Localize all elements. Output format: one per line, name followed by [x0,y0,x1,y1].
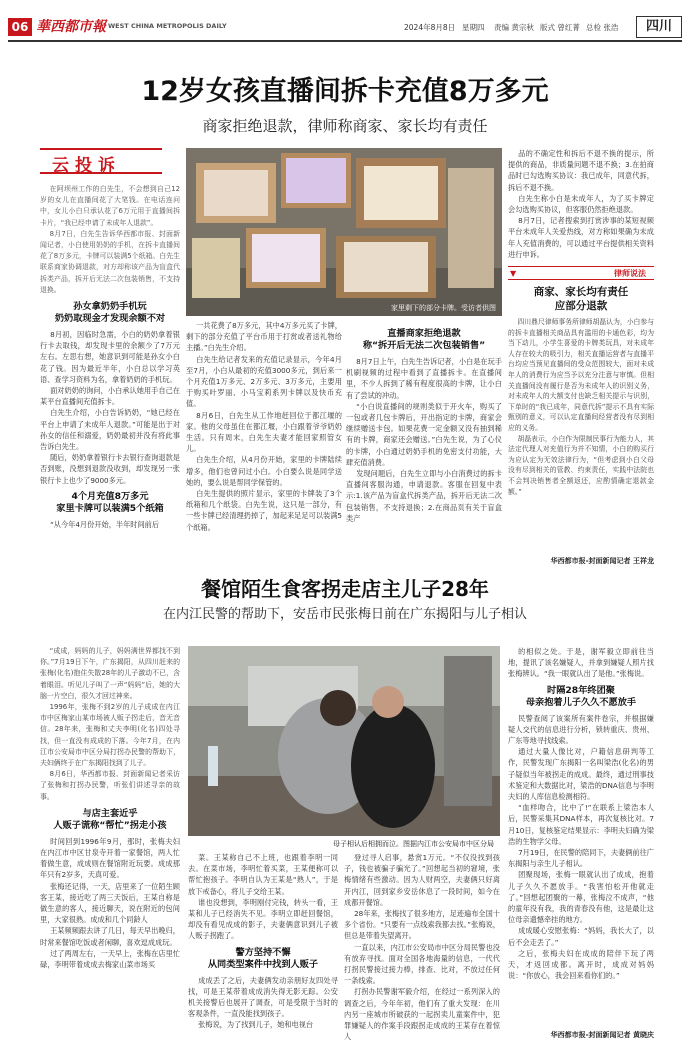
paragraph: 白先生给记者发来的充值记录显示，今年4月至7月，小白从最初的充值3000多元，到后来一个月充值1万多元、2万多元、3万多元，主要用于购买叶罗丽、小马宝莉系列卡牌以及快币充值。 [186,354,342,409]
paragraph: 通过大量人像比对，户籍信息研判等工作，民警发现广东揭阳一名叫梁浩(化名)的男子疑似当年被拐走的成成。最终，通过刑事技术鉴定和大数据比对，梁浩的DNA信息与李明夫妇的人库信息检测相符。 [508,747,654,802]
paragraph: 白先生提供的照片显示，家里的卡牌装了3个纸箱和几个纸袋。白先生说，这只是一部分，有一些卡牌已经清理扔掉了，加起来足足可以装满5个纸箱。 [186,489,342,532]
photo-caption: 家里剩下的部分卡牌。受访者供图 [391,304,496,312]
paragraph: 之后，张梅夫妇在成成的陪伴下玩了两天，才返回成都。离开时，成成对妈妈说：“你放心，我会回来看你们的。” [508,948,654,981]
cards-photo [186,148,502,316]
paragraph: 发现问题后，白先生立即与小白消费过的拆卡直播间客服沟通，申请退款。客服在回复中表示:1.该产品为盲盒代拆类产品，拆开后无法二次包装销售，不支持退换；2.在商品页有关于盲盒类产 [346,469,502,523]
paragraph: 谁也没想到，李明刚付完钱，转头一看，王某和儿子已经消失不见。李明立即赶回餐馆，却没有看见成成的影子，夫妻俩意识到儿子被人贩子拐跑了。 [188,897,338,941]
paragraph: 8月初，因临时急需，小白的奶奶拿着银行卡去取钱，却发现卡里的余额少了7万元左右。左思右想，她意识到可能是孙女小白花了钱。因为最近半年，小白总以学习英语、查学习资料为名，拿着奶奶的手机玩。 [40,330,180,384]
article1-column-4 [508,148,654,568]
paragraph: 成成丢了之后，夫妻俩发动亲朋好友四处寻找，可是王某带着成成消失得无影无踪。公安机关接警后也展开了调查，可是受限于当时的客观条件，一直没能找到孩子。 [188,975,338,1019]
paragraph: 品的不确定性和拆后不退不换的提示，所提供的商品，非质量问题不退不换；3.在拍商品时已勾选购买协议：我已成年，同意代拆，拆后不退不换。 [508,149,654,192]
paragraph: 面对奶奶的询问，小白承认她用手自己在某平台直播间充值拆卡。 [40,386,180,407]
paragraph: 打拐办民警谢军毅介绍，在经过一系列深入的调查之后，今年年初，他们有了重大发现：在川内另一座城市所破获的一起拐卖儿童案件中，犯罪嫌疑人的作案手段跟拐走成成的王某存在着惊人 [344,987,500,1042]
article1-lead-2: 8月7日，白先生告诉华西都市报、封面新闻记者，小白使用奶奶的手机，在拆卡直播间花了8万多元，卡牌可以装满5个纸箱。白先生联系商家协调退款，对方却称该产品为盲盒代拆类产品，拆开后无法二次包装销售，不支持退换。 [40,229,180,294]
header-editor: 责编 黄宗秋 [494,23,534,32]
article2-title: 餐馆陌生食客拐走店主儿子28年 [201,577,489,601]
article2-column-2 [188,852,338,1042]
paragraph: 时间回到1996年9月，那时，张梅夫妇在内江市中区甘泉寺开着一家餐馆，两人忙着做生意，成成则在餐馆附近玩要。成成那年只有2岁多，天真可爱。 [40,836,180,880]
paragraph: 白先生介绍，从4月份开始，家里的卡牌陆续增多，他们也曾问过小白。小白要么说是同学送她的，要么说是帮同学保管的。 [186,455,342,487]
section-label: 四川 [636,16,682,38]
badge-text: 云投诉 [52,156,121,176]
paragraph: 民警查阅了该案所有案件卷宗，并根据嫌疑人交代的信息进行分析，锁转重庆、贵州、广东等地寻找线索。 [508,713,654,746]
article2-subtitle: 在内江民警的帮助下，安岳市民张梅日前在广东揭阳与儿子相认 [162,607,527,622]
paragraph: “血样吻合，比中了!”在联系上梁浩本人后，民警采集其DNA样本，再次复核比对。7月10日，复核鉴定结果显示：李明夫妇确为梁浩的生物学父母。 [508,803,654,846]
article1-subtitle: 商家拒绝退款，律师称商家、家长均有责任 [202,117,488,135]
paragraph: “成成，妈妈的儿子，妈妈满世界都找不到你。”7月19日下午，广东揭阳，从四川赶来的张梅(化名)抱住失散28年的儿子激动不已，含着眼泪。听见儿子叫了一声“妈妈”后，她的大脑一片空白，很久才回过神来。 [40,647,180,700]
article1-subhead-1: 孙女拿奶奶手机玩 奶奶取现金才发现余额不对 [54,301,166,325]
header-designer: 版式 曾红菁 [540,23,580,32]
paragraph: 白先生介绍，小白告诉奶奶，“她已经在平台上申请了未成年人退款。”可能是出于对孙女的信任和溺爱，奶奶最初并没有将此事告诉白先生。 [40,408,180,452]
lawyer-tag: 律师说法 [614,269,646,279]
article1-lead: 在阿坝州工作的白先生，不会想到自己12岁的女儿在直播间花了大笔钱。在电话连问中，女儿小白只承认花了6万元用于直播间拆卡片，“我已经申请了未成年人退款”。 [40,185,180,227]
paragraph: 一直以来，内江市公安局市中区分局民警也没有放弃寻找。面对全国各地海量的信息，一代代打拐民警接过接力棒，排查、比对，不放过任何一条线索。 [344,942,500,986]
article2-subhead-1: 与店主套近乎 人贩子谎称“帮忙”拐走小孩 [53,807,167,831]
header-proof: 总检 张浩 [586,23,619,32]
page-header [8,8,682,42]
paragraph: 张梅说，为了找到儿子，她和电视台 [198,1020,314,1030]
paragraph: 8月6日，华西都市报、封面新闻记者采访了张梅和打拐办民警，听张们讲述寻亲的故事。 [40,770,180,801]
photo-caption: 母子相认后相拥而泣。图据内江市公安局市中区分局 [333,840,494,848]
paragraph: 一共花费了8万多元，其中4万多元买了卡牌，剩下的部分充值了平台币用于打赏或者送礼物给主播。”白先生介绍。 [186,321,342,353]
paragraph: 8月7日上午，白先生告诉记者，小白是在玩手机刷视频的过程中看到了直播拆卡。在直播间里，不少人拆到了稀有程度很高的卡牌，让小白有了尝试的冲动。 [346,357,502,400]
cards-boxes-image [186,148,502,316]
reunion-image [188,646,500,836]
paragraph: 四川鼎尺律师事务所律师胡磊认为，小白参与的拆卡直播相关商品具有滥用的卡通色彩，均为当下动儿，小学生喜爱的卡牌类玩具，对未成年人存在较大的吸引力，相关直播运营者与直播平台均应当预见直播间的受众范围较大，面对未成年人的消费行为应当予以充分注意与审慎。但相关直播间没有履行是否为未成年人的识别义务，对未成年人的大额支付也缺乏相关提示与识别，下单时的“我已成年，同意代拆”提示不具有实际甄别的意义，可以认定直播间经营者没有尽到相应的义务。 [508,318,654,432]
article2-subhead-3: 时隔28年终团聚 母亲抱着儿子久久不愿放手 [525,684,637,708]
paper-english-name: WEST CHINA METROPOLIS DAILY [108,22,227,30]
paragraph: 的相似之处。于是，谢军毅立即前往当地，提讯了该名嫌疑人，并拿到嫌疑人照片找张梅辨认。“我一眼就认出了是他。”张梅说。 [508,647,654,679]
header-date: 2024年8月8日 [404,23,456,32]
paper-logo: 華西都市報 [36,19,106,35]
paragraph: 随后，奶奶拿着银行卡去银行查询退款是否到账，没想到退款没收到，却发现另一张银行卡上也少了9000多元。 [40,453,180,485]
paragraph: 28年来，张梅找了很多地方，足迹遍布全国十多个省份。“只要有一点线索我都去找。”张梅说，但总是带着失望离开。 [344,909,500,941]
paragraph: 8月6日，白先生从工作地赶回位于都江堰的家。他的父母虽住在都江堰，小白跟着爷爷奶奶生活。只有周末，白先生夫妻才能回家照管女儿。 [186,410,342,454]
page-number: 06 [8,18,32,36]
article2-subhead-2: 警方坚持不懈 从同类型案件中找到人贩子 [207,946,319,970]
paragraph: 登过寻人启事，悬赏1万元。“不仅没找到孩子，钱也被骗子骗光了。”回想起当初的窘境，张梅情绪有些激动。因为人财两空，夫妻俩只好离开内江，回到家乡安岳休息了一段时间，如今在成都开餐馆。 [344,853,500,907]
paragraph: 过了两周左右，一天早上，张梅在店里忙碌，李明带着成成去梅家山菜市场买 [40,948,180,970]
paragraph: 菜。王某称自己不上班，也跟着李明一同去。在菜市场，李明忙着买菜，王某便称可以帮忙抱孩子。李明自认为王某是“熟人”，于是放下戒备心，将儿子交给王某。 [188,853,338,896]
paragraph: 成成暖心安慰张梅：“妈妈，我长大了，以后不会走丢了。” [508,926,654,947]
paragraph: 团聚现场，张梅一眼就认出了成成，抱着儿子久久不愿放手。“我害怕松开他就走了。”回想起团聚的一幕，张梅泣不成声，“他的童年没有我，我的青春没有他，这是最让这位母亲遗憾牵挂的地方。 [508,870,654,925]
header-rule [8,40,682,42]
arrow-icon: ▼ [510,269,517,279]
header-weekday: 星期四 [462,23,485,32]
paragraph: 张梅还记得，一天，店里来了一位陌生顾客王某，接近吃了两三天饭后，王某自称是做生意的客人，接近聊天，说在附近的包间里，大家很熟。成成和几个同龄人 [40,881,180,925]
article1-subhead-2: 4个月充值8万多元 家里卡牌可以装满5个纸箱 [56,490,164,514]
complaint-badge [40,148,162,174]
article2-column-4 [508,646,654,1030]
paragraph: 7月19日，在民警的陪同下，夫妻俩前往广东揭阳与亲生儿子相认。 [508,848,654,869]
article2-byline: 华西都市报-封面新闻记者 黄晓庆 [550,1031,654,1039]
article1-byline: 华西都市报-封面新闻记者 王祥龙 [550,557,654,565]
article1-subhead-4: 商家、家长均有责任 应部分退款 [533,286,629,313]
article1-subhead-3: 直播商家拒绝退款 称“拆开后无法二次包装销售” [362,328,486,351]
article1-title: 12岁女孩直播间拆卡充值8万多元 [141,76,549,107]
paragraph: 白先生称小白是未成年人，为了买卡牌定会勾选购买协议，但客服仍然拒绝退款。 [508,193,654,215]
article2-column-3 [344,852,500,1042]
article1-column-1 [40,184,180,564]
paragraph: 8月7日，记者搜索到打赏涉事的某短视频平台未成年人关爱热线，对方称如果确为未成年人充值消费的，可以通过平台提供相关资料进行申诉。 [508,216,654,259]
paragraph: “小白说直播间的规则类似于开火车，购买了一包或者几包卡牌后，开出指定的卡牌，商家会继续赠送卡包。如果花费一定金额又没有抽到稀有的卡牌，商家还会赠送。”白先生说，为了心仪的卡牌，小白通过奶奶手机的免密支付功能，大肆充值消费。 [346,401,502,467]
reunion-photo [188,646,500,848]
paragraph: “从今年4月份开始，半年时间前后 [50,519,160,529]
paragraph: 1996年，张梅不到2岁的儿子成成在内江市中区梅家山某市场被人贩子拐走后，音无音信。28年来，张梅和丈夫李明(化名)四处寻找，但一直没有成成的下落。今年7月，在内江市公安局市中区分局打拐办民警的帮助下，夫妇俩终于在广东揭阳找到了儿子。 [40,703,180,768]
paragraph: 王某频频跟去讲了几日，每天早出晚归，时常来餐馆吃饭或者闲聊，喜欢逗成成玩。 [40,926,180,947]
article1-column-2 [186,320,342,564]
article2-column-1 [40,646,180,1042]
lawyer-tag-bar [508,266,654,280]
paragraph: 胡磊表示，小白作为限制民事行为能力人，其法定代理人对充值行为并不知情，小白的购买行为应认定为无效法律行为，“但考虑到小白父母没有尽到相关的管教、约束责任，实践中法院也不会判决销售者全额返还，应酌情确定退款金额。” [508,434,654,496]
article1-column-3 [346,320,502,564]
